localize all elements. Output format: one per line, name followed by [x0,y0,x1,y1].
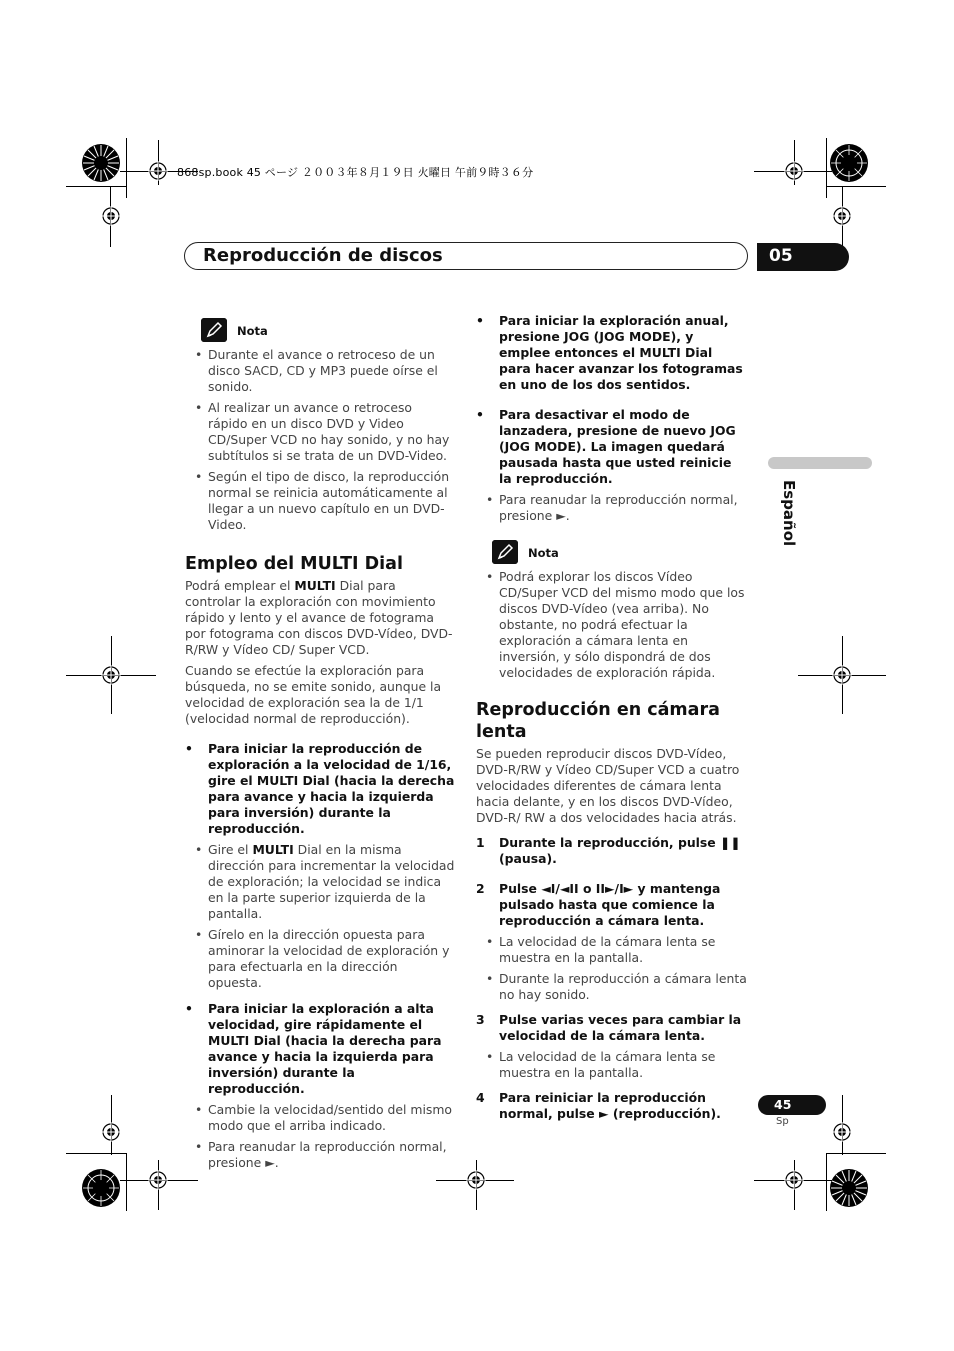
step-text: Pulse varias veces para cambiar la velocidad de la cámara lenta. [499,1012,742,1043]
registration-sunburst-icon [81,1168,121,1208]
crosshair-target-icon [784,1170,804,1190]
instruction: • Para iniciar la reproducción de exploración a la velocidad de 1/16, gire el MULTI Dial (hacia la derecha para avance y hacia la izquierda para inversión) durante la reproducción. [185,741,455,837]
note-list [185,347,455,533]
paragraph: Cuando se efectúe la exploración para búsqueda, no se emite sonido, aunque la velocidad de exploración sea la de 1/1 (velocidad normal de reproducción). [185,663,442,726]
page-language-code: Sp [776,1116,789,1127]
note-header [185,318,455,344]
note-pencil-icon [492,540,518,564]
list-item-bold: MULTI [252,842,294,857]
instruction: • Para iniciar la exploración a alta velocidad, gire rápidamente el MULTI Dial (hacia la derecha para avance y hacia la izquierda para inversión) durante la reproducción. [185,1001,455,1097]
paragraph-text: Podrá emplear el [185,578,295,593]
crosshair-target-icon [466,1170,486,1190]
step-number: 2 [476,881,485,896]
step-number: 1 [476,835,485,850]
crosshair-target-icon [101,665,121,685]
section-heading: Reproducción en cámara lenta [476,700,720,742]
crosshair-target-icon [148,1170,168,1190]
step-number: 4 [476,1090,485,1105]
crosshair-target-icon [101,206,121,226]
language-tab-bar [768,457,872,469]
chapter-number: 05 [769,246,793,266]
crosshair-target-icon [832,206,852,226]
list-item: • La velocidad de la cámara lenta se muestra en la pantalla. [476,934,748,966]
instruction-sublist [476,492,748,524]
language-tab-label: Español [780,480,798,547]
right-column [476,313,748,1127]
crosshair-target-icon [832,665,852,685]
step [476,1090,748,1122]
page-number-badge [758,1095,826,1115]
note-label: Nota [237,324,268,338]
chapter-header [184,242,748,270]
note-list [476,569,748,681]
registration-sunburst-icon [81,143,121,183]
list-item: • Podrá explorar los discos Vídeo CD/Super VCD del mismo modo que los discos DVD-Vídeo (vea arriba). No obstante, no podrá efectuar la exploración a cámara lenta en inversión, y sólo dispondrá de dos velocidades de exploración rápida. [476,569,748,681]
step-text: Para reiniciar la reproducción normal, pulse ► (reproducción). [499,1090,721,1121]
chapter-title: Reproducción de discos [203,245,443,266]
step-sublist [476,1049,748,1081]
print-slug: 868sp.book 45 ページ ２００３年８月１９日 火曜日 午前９時３６分 [177,166,534,179]
list-item: • La velocidad de la cámara lenta se muestra en la pantalla. [476,1049,748,1081]
step-number: 3 [476,1012,485,1027]
list-item: • Cambie la velocidad/sentido del mismo modo que el arriba indicado. [185,1102,455,1134]
registration-sunburst-icon [829,1168,869,1208]
step [476,881,748,929]
instruction-sublist [185,1102,455,1171]
paragraph: Se pueden reproducir discos DVD-Vídeo, DVD-R/RW y Vídeo CD/Super VCD a cuatro velocidades diferentes de cámara lenta hacia delante, y en los discos DVD-Vídeo, DVD-R/ RW a dos velocidades hacia atrás. [476,746,740,825]
step-text: Pulse ◄I/◄II o II►/I► y mantenga pulsado hasta que comience la reproducción a cámara lenta. [499,881,721,928]
registration-sunburst-icon [829,143,869,183]
page-number: 45 [774,1097,792,1112]
note-header [476,540,748,566]
step [476,835,748,867]
paragraph-bold: MULTI [294,578,336,593]
list-item: • Para reanudar la reproducción normal, presione ►. [476,492,748,524]
list-item-text: Gire el [208,842,253,857]
note-pencil-icon [201,318,227,342]
list-item: • Al realizar un avance o retroceso rápido en un disco DVD y Video CD/Super VCD no hay sonido, y no hay subtítulos si se trata de un DVD-Video. [185,400,455,464]
instruction: • Para iniciar la exploración anual, presione JOG (JOG MODE), y emplee entonces el MULTI Dial para hacer avanzar los fotogramas en uno de los dos sentidos. [476,313,748,393]
list-item: • Para reanudar la reproducción normal, presione ►. [185,1139,455,1171]
list-item [185,842,455,922]
instruction: • Para desactivar el modo de lanzadera, presione de nuevo JOG (JOG MODE). La imagen quedará pausada hasta que usted reinicie la reproducción. [476,407,748,487]
step-text: Durante la reproducción, pulse ❚❚ (pausa). [499,835,741,866]
list-item: • Gírelo en la dirección opuesta para aminorar la velocidad de exploración y para efectuarla en la dirección opuesta. [185,927,455,991]
chapter-number-badge [757,243,849,271]
list-item: • Durante el avance o retroceso de un disco SACD, CD y MP3 puede oírse el sonido. [185,347,455,395]
crosshair-target-icon [101,1122,121,1142]
crosshair-target-icon [784,161,804,181]
list-item: • Durante la reproducción a cámara lenta no hay sonido. [476,971,748,1003]
step [476,1012,748,1044]
step-sublist [476,934,748,1003]
note-label: Nota [528,546,559,560]
left-column [185,318,455,1177]
section-heading: Empleo del MULTI Dial [185,554,403,574]
paragraph [185,578,455,658]
instruction-sublist [185,842,455,991]
list-item: • Según el tipo de disco, la reproducción normal se reinicia automáticamente al llegar a un nuevo capítulo en un DVD-Video. [185,469,455,533]
crosshair-target-icon [832,1122,852,1142]
crosshair-target-icon [148,161,168,181]
list-item-text: Dial en la misma dirección para incrementar la velocidad de exploración; la velocidad se indica en la parte superior izquierda de la pantalla. [208,842,455,921]
paragraph-text: Dial para controlar la exploración con movimiento rápido y lento y el avance de fotograma por fotograma con discos DVD-Vídeo, DVD-R/RW y Vídeo CD/ Super VCD. [185,578,453,657]
